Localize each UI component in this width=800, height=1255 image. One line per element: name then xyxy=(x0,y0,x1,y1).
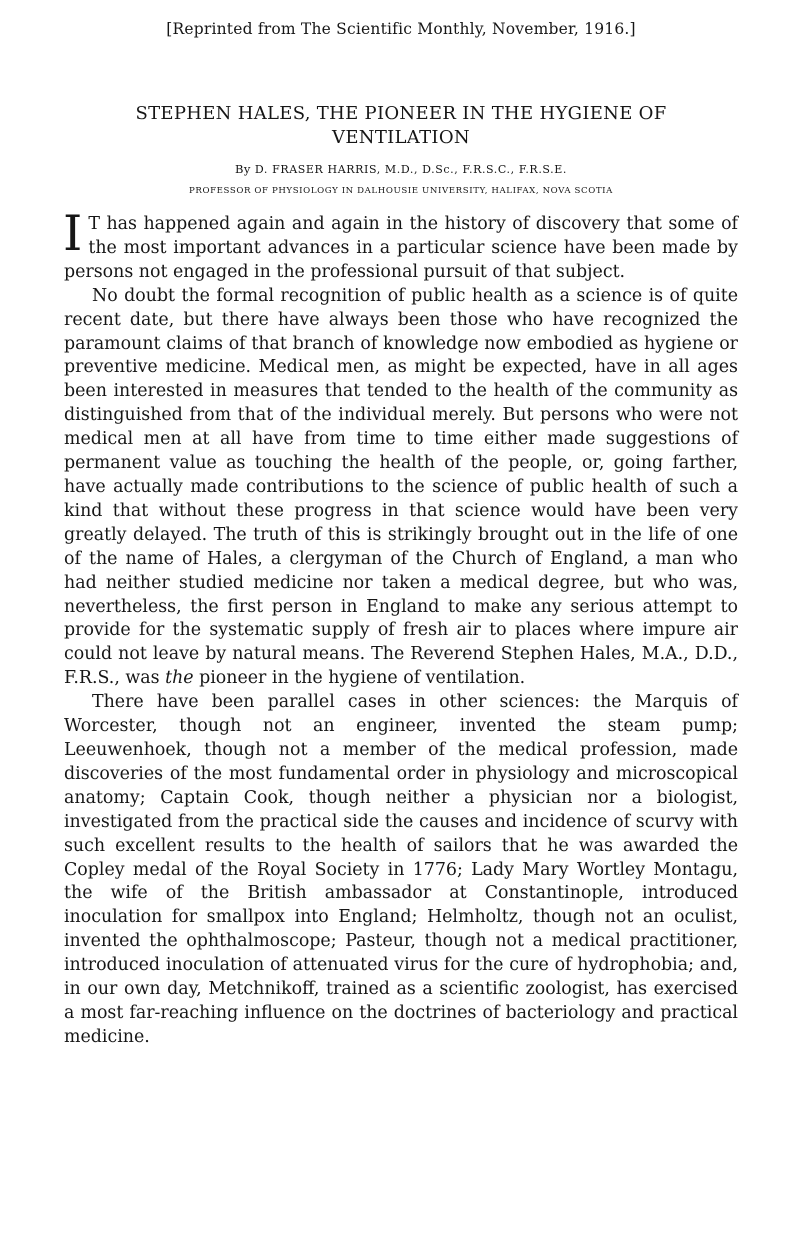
paragraph-2-tail: pioneer in the hygiene of ventilation. xyxy=(199,668,526,689)
author-name: D. FRASER HARRIS, M.D., D.Sc., F.R.S.C., F.R.S.E. xyxy=(254,163,567,177)
paragraph-3 xyxy=(64,691,738,1050)
byline xyxy=(64,162,738,176)
paragraph-2-text: No doubt the formal recognition of public health as a science is of quite recent date, but there have always been those who have recognized the paramount claims of that branch of knowledge now embodied as hygiene or preventive medicine. Medical men, as might be expected, have in all ages been interested in measures that tended to the health of the community as distinguished from that of the individual merely. But persons who were not medical men at all have from time to time either made suggestions of permanent value as touching the health of the people, or, going farther, have actually made contributions to the science of public health of such a kind that without these progress in that science would have been very greatly delayed. The truth of this is strikingly brought out in the life of one of the name of Hales, a clergyman of the Church of England, a man who had neither studied medicine nor taken a medical degree, but who was, nevertheless, the first person in England to make any serious attempt to provide for the systematic supply of fresh air to places where impure air could not leave by natural means. The Reverend Stephen Hales, M.A., D.D., F.R.S., was xyxy=(64,285,738,689)
paragraph-2-emphasis: the xyxy=(165,668,194,689)
reprint-notice: [Reprinted from The Scientific Monthly, November, 1916.] xyxy=(166,20,636,38)
paragraph-3-text: There have been parallel cases in other sciences: the Marquis of Worcester, though not an engineer, invented the steam pump; Leeuwenhoek, though not a member of the medical profession, made discoveries of the most fundamental order in physiology and microscopical anatomy; Captain Cook, though neither a physician nor a biologist, investigated from the practical side the causes and incidence of scurvy with such excellent results to the health of sailors that he was awarded the Copley medal of the Royal Society in 1776; Lady Mary Wortley Montagu, the wife of the British ambassador at Constantinople, introduced inoculation for smallpox into England; Helmholtz, though not an oculist, invented the ophthalmoscope; Pasteur, though not a medical practitioner, introduced inoculation of attenuated virus for the cure of hydrophobia; and, in our own day, Metchnikoff, trained as a scientific zoologist, has exercised a most far-reaching influence on the doctrines of bacteriology and practical medicine. xyxy=(64,692,738,1047)
article-title: STEPHEN HALES, THE PIONEER IN THE HYGIENE OF VENTILATION xyxy=(135,103,667,148)
byline-prefix: By xyxy=(235,162,251,177)
paragraph-2 xyxy=(64,285,738,691)
paragraph-1-text: T has happened again and again in the history of discovery that some of the most important advances in a particular science have been made by persons not engaged in the professional pursuit of that subject. xyxy=(64,214,738,282)
author-affiliation: PROFESSOR OF PHYSIOLOGY IN DALHOUSIE UNIVERSITY, HALIFAX, NOVA SCOTIA xyxy=(189,186,613,197)
drop-cap: I xyxy=(63,205,83,263)
document-page xyxy=(64,0,738,1050)
article-body xyxy=(63,205,738,1050)
paragraph-1 xyxy=(63,205,738,285)
